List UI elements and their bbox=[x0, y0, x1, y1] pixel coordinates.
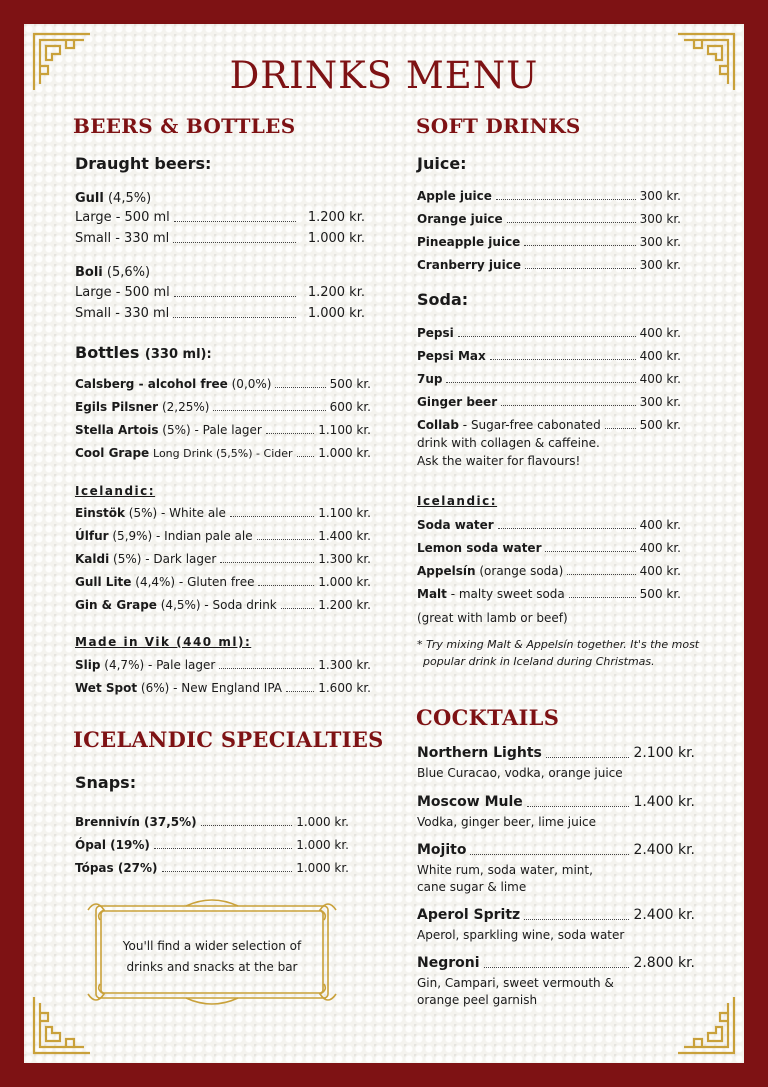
list-item: Gin & Grape (4,5%) - Soda drink 1.200 kr. bbox=[75, 598, 371, 612]
gull-title: Gull (4,5%) bbox=[75, 191, 152, 206]
list-item: Brennivín (37,5%) 1.000 kr. bbox=[75, 815, 349, 829]
malt-note: (great with lamb or beef) bbox=[417, 611, 568, 625]
list-item: Wet Spot (6%) - New England IPA 1.600 kr. bbox=[75, 681, 371, 695]
list-item: Tópas (27%) 1.000 kr. bbox=[75, 861, 349, 875]
list-item: Slip (4,7%) - Pale lager 1.300 kr. bbox=[75, 658, 371, 672]
list-item: 7up 400 kr. bbox=[417, 372, 681, 386]
list-item: Pineapple juice 300 kr. bbox=[417, 235, 681, 249]
tip-note: * Try mixing Malt & Appelsín together. It's the most popular drink in Iceland during Christmas. bbox=[417, 638, 700, 668]
list-item: Kaldi (5%) - Dark lager 1.300 kr. bbox=[75, 552, 371, 566]
list-item: Úlfur (5,9%) - Indian pale ale 1.400 kr. bbox=[75, 529, 371, 543]
list-item: Einstök (5%) - White ale 1.100 kr. bbox=[75, 506, 371, 520]
list-item: Cranberry juice 300 kr. bbox=[417, 258, 681, 272]
cocktail-description: Blue Curacao, vodka, orange juice bbox=[417, 766, 623, 780]
soft-drinks-heading: SOFT DRINKS bbox=[416, 114, 581, 138]
list-item: Appelsín (orange soda) 400 kr. bbox=[417, 564, 681, 578]
list-item: Calsberg - alcohol free (0,0%) 500 kr. bbox=[75, 377, 371, 391]
list-item: Large - 500 ml 1.200 kr. bbox=[75, 285, 365, 300]
beers-heading: BEERS & BOTTLES bbox=[73, 114, 296, 138]
cocktail-description: Gin, Campari, sweet vermouth & orange peel garnish bbox=[417, 976, 614, 1007]
draught-heading: Draught beers: bbox=[75, 154, 212, 173]
cocktail-item: Moscow Mule 1.400 kr. bbox=[417, 794, 695, 810]
list-item: Ópal (19%) 1.000 kr. bbox=[75, 838, 349, 852]
list-item: Soda water 400 kr. bbox=[417, 518, 681, 532]
list-item: Gull Lite (4,4%) - Gluten free 1.000 kr. bbox=[75, 575, 371, 589]
list-item: Collab - Sugar-free cabonated 500 kr. bbox=[417, 418, 681, 432]
list-item: Pepsi 400 kr. bbox=[417, 326, 681, 340]
list-item: Large - 500 ml 1.200 kr. bbox=[75, 210, 365, 225]
cocktails-heading: COCKTAILS bbox=[416, 705, 560, 730]
cocktail-item: Mojito 2.400 kr. bbox=[417, 842, 695, 858]
juice-heading: Juice: bbox=[417, 154, 467, 173]
vik-heading: Made in Vik (440 ml): bbox=[75, 635, 252, 649]
list-item: Cool Grape Long Drink (5,5%) - Cider 1.000 kr. bbox=[75, 446, 371, 460]
snaps-heading: Snaps: bbox=[75, 773, 137, 792]
list-item: Apple juice 300 kr. bbox=[417, 189, 681, 203]
specialties-heading: ICELANDIC SPECIALTIES bbox=[73, 727, 384, 752]
list-item: Small - 330 ml 1.000 kr. bbox=[75, 231, 365, 246]
bar-note: You'll find a wider selection of drinks and snacks at the bar bbox=[122, 939, 302, 974]
cocktail-item: Northern Lights 2.100 kr. bbox=[417, 745, 695, 761]
cocktail-item: Negroni 2.800 kr. bbox=[417, 955, 695, 971]
bottles-heading: Bottles (330 ml): bbox=[75, 343, 212, 362]
icelandic-beers-heading: Icelandic: bbox=[75, 484, 156, 498]
icelandic-soda-heading: Icelandic: bbox=[417, 494, 498, 508]
cocktail-description: Aperol, sparkling wine, soda water bbox=[417, 928, 625, 942]
cocktail-description: Vodka, ginger beer, lime juice bbox=[417, 815, 597, 829]
collab-description: drink with collagen & caffeine. bbox=[417, 436, 600, 450]
list-item: Lemon soda water 400 kr. bbox=[417, 541, 681, 555]
list-item: Pepsi Max 400 kr. bbox=[417, 349, 681, 363]
list-item: Small - 330 ml 1.000 kr. bbox=[75, 306, 365, 321]
list-item: Malt - malty sweet soda 500 kr. bbox=[417, 587, 681, 601]
menu-title: DRINKS MENU bbox=[229, 54, 539, 97]
list-item: Stella Artois (5%) - Pale lager 1.100 kr. bbox=[75, 423, 371, 437]
list-item: Orange juice 300 kr. bbox=[417, 212, 681, 226]
collab-note: Ask the waiter for flavours! bbox=[417, 454, 581, 468]
list-item: Egils Pilsner (2,25%) 600 kr. bbox=[75, 400, 371, 414]
cocktail-item: Aperol Spritz 2.400 kr. bbox=[417, 907, 695, 923]
boli-title: Boli (5,6%) bbox=[75, 265, 151, 280]
list-item: Ginger beer 300 kr. bbox=[417, 395, 681, 409]
cocktail-description: White rum, soda water, mint, cane sugar & lime bbox=[417, 863, 593, 894]
soda-heading: Soda: bbox=[417, 290, 469, 309]
